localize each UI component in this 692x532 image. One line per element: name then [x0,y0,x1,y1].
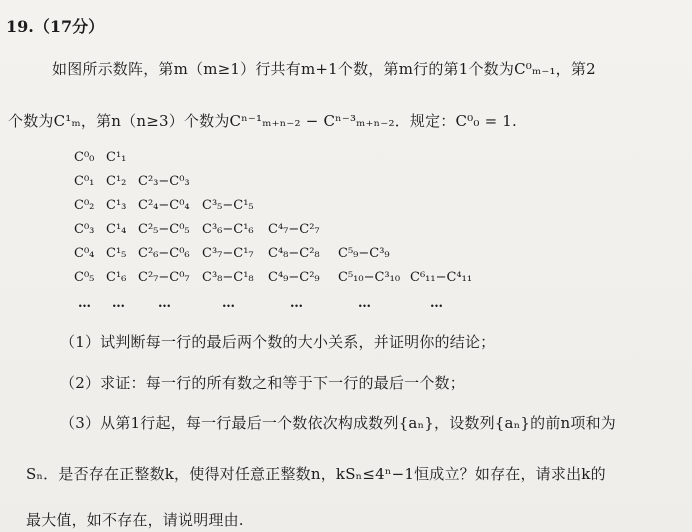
triangle-cell: C⁰₁ [74,174,95,189]
triangle-cell: C⁵₁₀−C³₁₀ [338,270,401,285]
triangle-cell: C⁰₂ [74,198,95,213]
question-3-line-3: 最大值，如不存在，请说明理由. [26,511,244,529]
triangle-cell: C⁰₀ [74,150,95,165]
triangle-cell: C³₆−C¹₆ [202,222,254,237]
triangle-cell: C¹₂ [106,174,127,189]
triangle-cell: C⁴₉−C²₉ [268,270,320,285]
ellipsis: … [158,296,171,311]
triangle-cell: C⁴₇−C²₇ [268,222,320,237]
ellipsis: … [78,296,91,311]
problem-number: 19.（17分） [6,17,105,36]
triangle-cell: C⁰₄ [74,246,95,261]
triangle-cell: C⁵₉−C³₉ [338,246,390,261]
triangle-cell: C⁰₃ [74,222,95,237]
triangle-cell: C³₈−C¹₈ [202,270,254,285]
triangle-cell: C¹₃ [106,198,127,213]
ellipsis: … [290,296,303,311]
triangle-cell: C²₄−C⁰₄ [138,198,190,213]
triangle-cell: C³₅−C¹₅ [202,198,254,213]
question-1: （1）试判断每一行的最后两个数的大小关系，并证明你的结论； [60,333,496,351]
triangle-cell: C²₅−C⁰₅ [138,222,190,237]
question-2: （2）求证：每一行的所有数之和等于下一行的最后一个数； [60,374,465,392]
triangle-cell: C²₇−C⁰₇ [138,270,190,285]
question-3-line-2: Sₙ．是否存在正整数k，使得对任意正整数n，kSₙ≤4ⁿ−1恒成立？如存在，请求出k的 [26,465,606,483]
triangle-cell: C¹₆ [106,270,127,285]
ellipsis: … [222,296,235,311]
question-3-line-1: （3）从第1行起，每一行最后一个数依次构成数列{aₙ}，设数列{aₙ}的前n项和为 [60,414,616,432]
triangle-cell: C¹₁ [106,150,127,165]
triangle-cell: C³₇−C¹₇ [202,246,254,261]
triangle-cell: C²₃−C⁰₃ [138,174,190,189]
ellipsis: … [430,296,443,311]
triangle-cell: C²₆−C⁰₆ [138,246,190,261]
ellipsis: … [112,296,125,311]
intro-line-2: 个数为C¹ₘ，第n（n≥3）个数为Cⁿ⁻¹ₘ₊ₙ₋₂ − Cⁿ⁻³ₘ₊ₙ₋₂．规定：C⁰₀ = 1. [8,112,518,130]
triangle-cell: C⁶₁₁−C⁴₁₁ [410,270,473,285]
triangle-cell: C⁴₈−C²₈ [268,246,320,261]
triangle-cell: C¹₅ [106,246,127,261]
triangle-cell: C¹₄ [106,222,127,237]
ellipsis: … [358,296,371,311]
triangle-cell: C⁰₅ [74,270,95,285]
intro-line-1: 如图所示数阵，第m（m≥1）行共有m+1个数，第m行的第1个数为C⁰ₘ₋₁，第2 [52,60,596,78]
